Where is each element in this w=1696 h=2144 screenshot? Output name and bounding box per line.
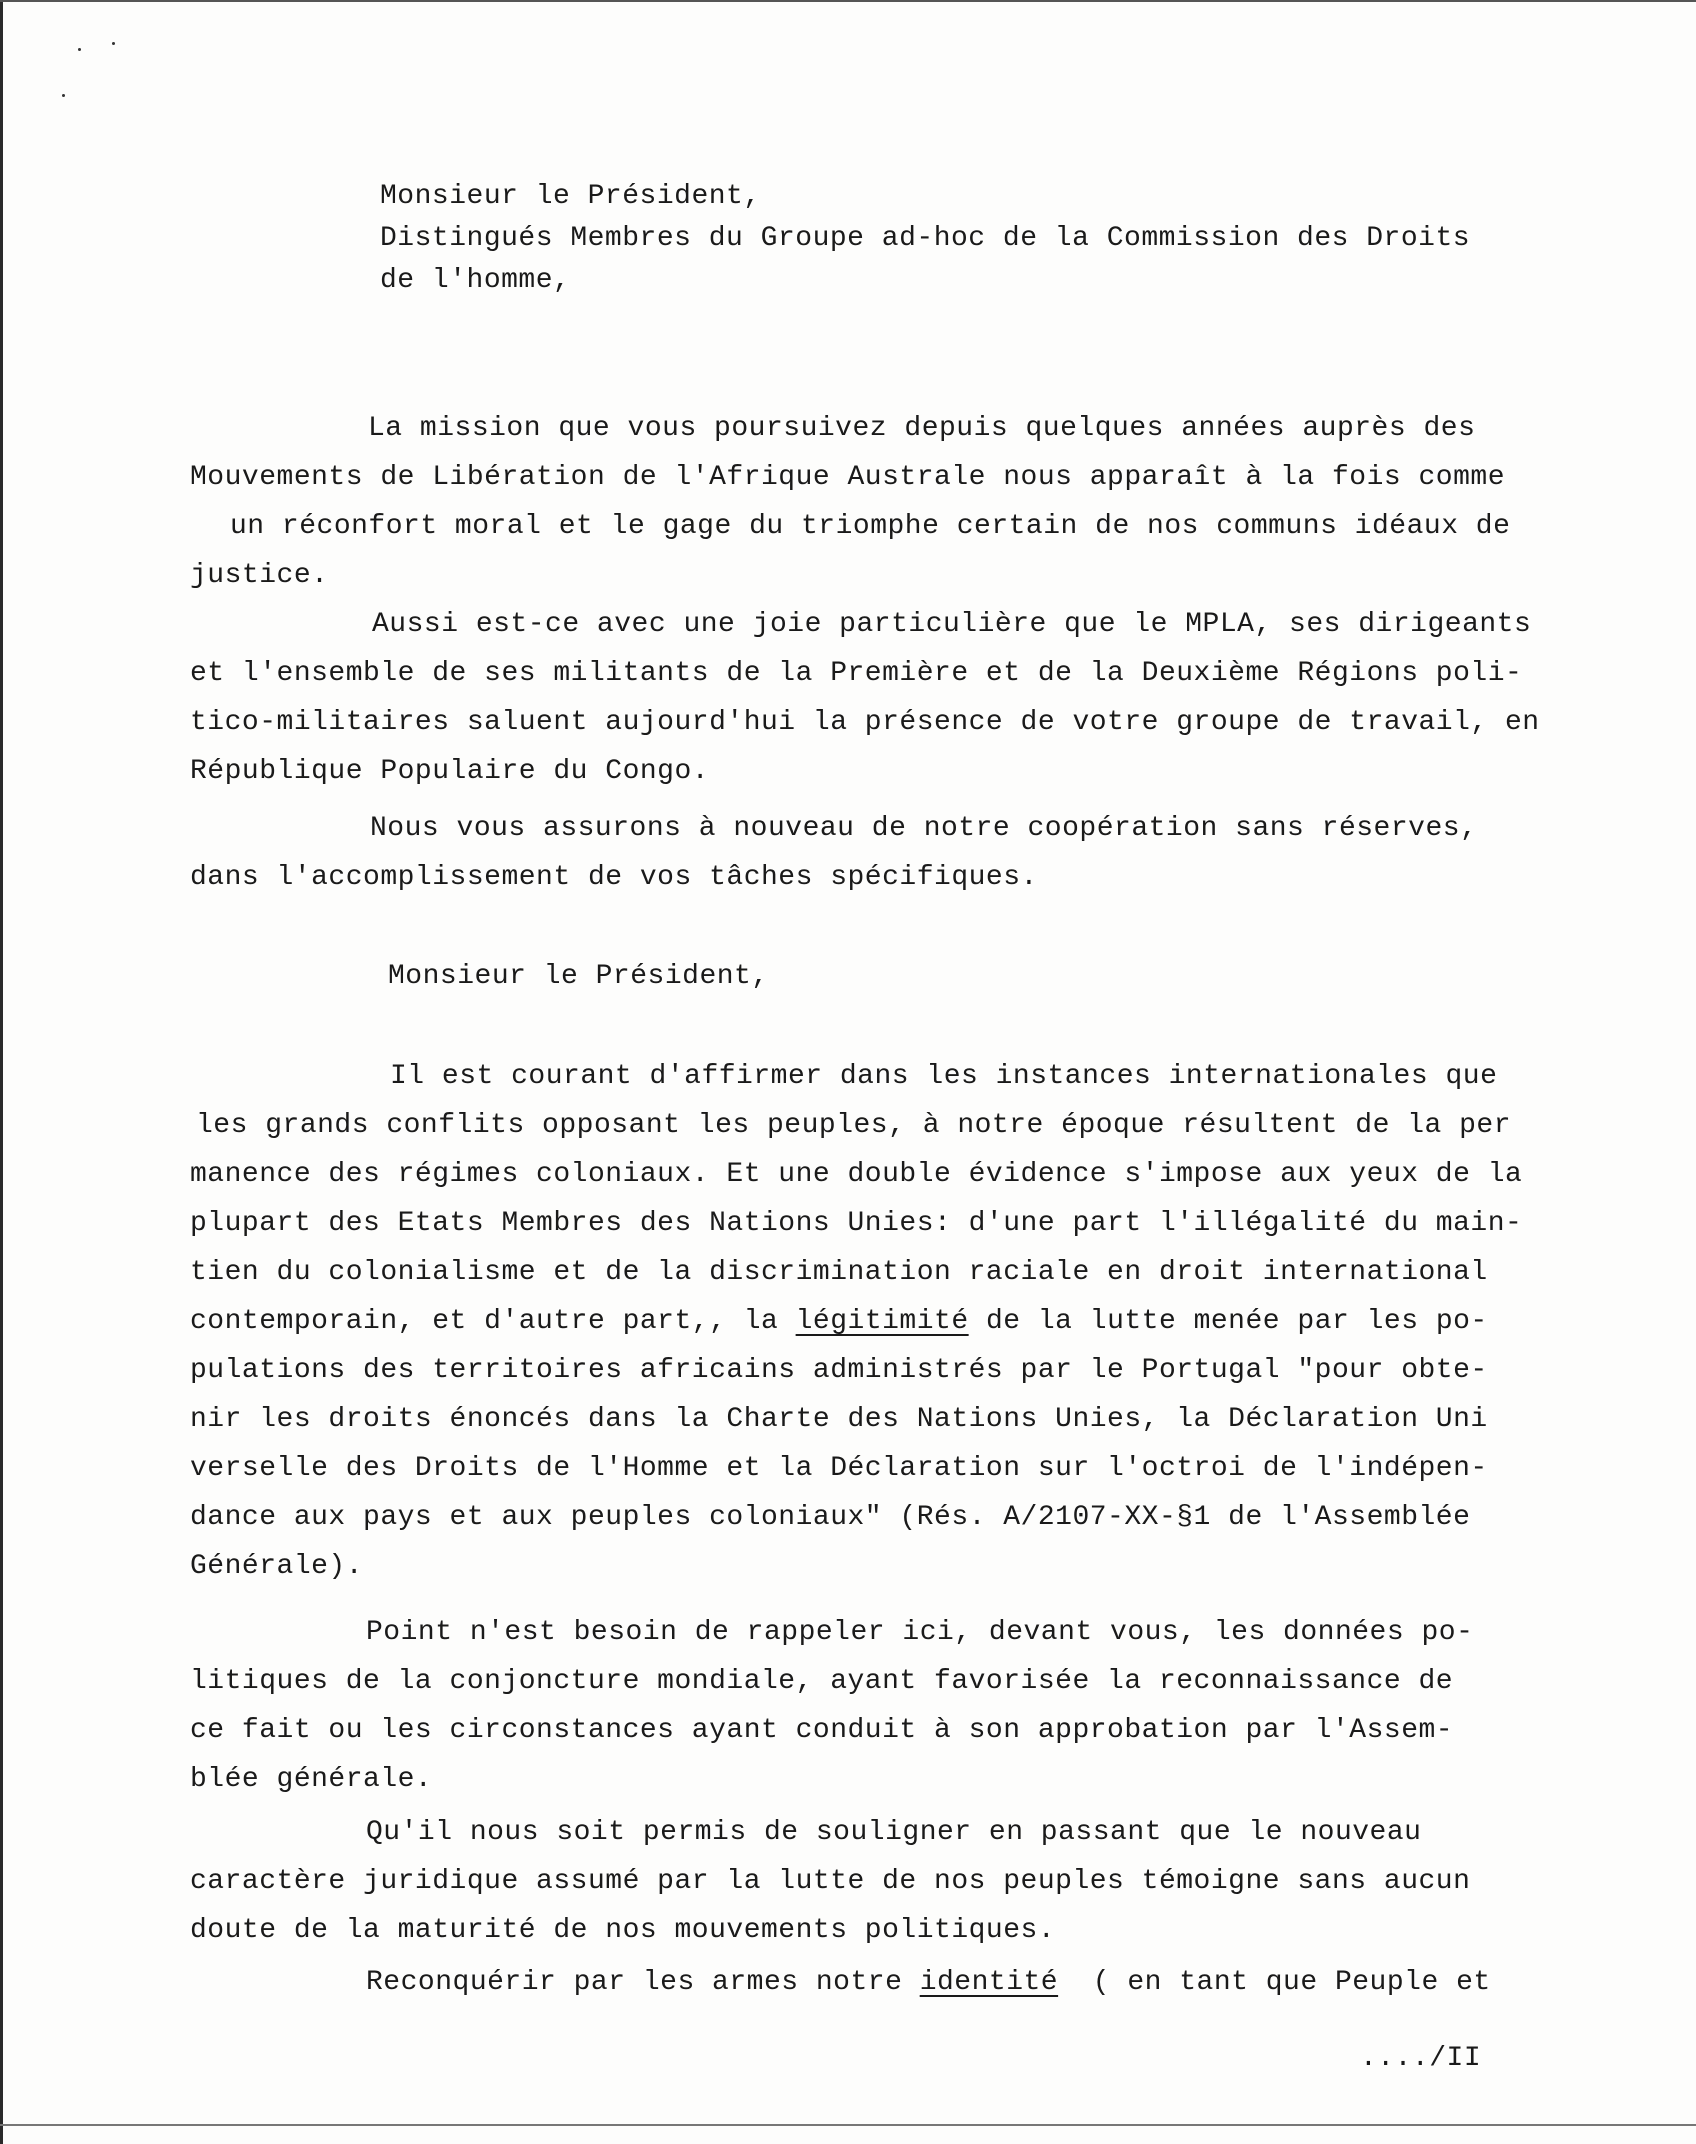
second-salutation: Monsieur le Président, — [388, 961, 769, 992]
salutation-line: Distingués Membres du Groupe ad-hoc de la Commission des Droits — [380, 223, 1471, 254]
paragraph-identity — [190, 1958, 1610, 2007]
text-line-with-underline — [190, 1297, 1610, 1346]
text-line: République Populaire du Congo. — [190, 756, 710, 787]
text-line: manence des régimes coloniaux. Et une double évidence s'impose aux yeux de la — [190, 1159, 1523, 1190]
salutation-line: Monsieur le Président, — [380, 181, 761, 212]
text-line: les grands conflits opposant les peuples, à notre époque résultent de la per — [196, 1110, 1512, 1141]
text-line: Il est courant d'affirmer dans les instances internationales que — [390, 1061, 1498, 1092]
ink-speck — [62, 94, 65, 97]
text-line: tico-militaires saluent aujourd'hui la présence de votre groupe de travail, en — [190, 707, 1540, 738]
text-line: doute de la maturité de nos mouvements politiques. — [190, 1915, 1056, 1946]
text-line: dance aux pays et aux peuples coloniaux" (Rés. A/2107-XX-§1 de l'Assemblée — [190, 1502, 1471, 1533]
salutation-line: de l'homme, — [380, 265, 571, 296]
text-line: blée générale. — [190, 1764, 433, 1795]
paragraph-juridical — [190, 1808, 1610, 1955]
text-fragment: ( en tant que Peuple et — [1058, 1967, 1491, 1998]
text-line: nir les droits énoncés dans la Charte des Nations Unies, la Déclaration Uni — [190, 1404, 1488, 1435]
text-line: ce fait ou les circonstances ayant conduit à son approbation par l'Assem- — [190, 1715, 1454, 1746]
text-line: plupart des Etats Membres des Nations Unies: d'une part l'illégalité du main- — [190, 1208, 1523, 1239]
text-line: et l'ensemble de ses militants de la Première et de la Deuxième Régions poli- — [190, 658, 1523, 689]
page-left-edge — [0, 0, 3, 2144]
text-line: pulations des territoires africains administrés par le Portugal "pour obte- — [190, 1355, 1488, 1386]
text-line: tien du colonialisme et de la discrimination raciale en droit international — [190, 1257, 1488, 1288]
text-line: Qu'il nous soit permis de souligner en passant que le nouveau — [366, 1817, 1422, 1848]
text-fragment: contemporain, et d'autre part,, la — [190, 1306, 796, 1337]
page-bottom-edge — [0, 2124, 1696, 2126]
page-continuation-marker: ..../II — [1360, 2043, 1482, 2074]
ink-speck — [112, 42, 115, 45]
text-line: Mouvements de Libération de l'Afrique Australe nous apparaît à la fois comme — [190, 462, 1506, 493]
underlined-word-identite: identité — [919, 1967, 1059, 1998]
text-line: un réconfort moral et le gage du triomphe certain de nos communs idéaux de — [230, 511, 1511, 542]
paragraph-colonialism — [190, 1052, 1610, 1591]
text-line-with-underline — [190, 1958, 1610, 2007]
page-top-edge — [0, 0, 1696, 2]
text-line: Point n'est besoin de rappeler ici, devant vous, les données po- — [366, 1617, 1474, 1648]
text-line: justice. — [190, 560, 329, 591]
text-line: Aussi est-ce avec une joie particulière que le MPLA, ses dirigeants — [372, 609, 1532, 640]
opening-salutation — [380, 176, 1540, 302]
ink-speck — [78, 48, 81, 51]
text-line: Nous vous assurons à nouveau de notre coopération sans réserves, — [370, 813, 1478, 844]
text-line: Générale). — [190, 1551, 364, 1582]
text-fragment: Reconquérir par les armes notre — [366, 1967, 920, 1998]
text-line: dans l'accomplissement de vos tâches spécifiques. — [190, 862, 1038, 893]
text-line: La mission que vous poursuivez depuis quelques années auprès des — [368, 413, 1476, 444]
text-fragment: de la lutte menée par les po- — [968, 1306, 1488, 1337]
text-line: caractère juridique assumé par la lutte de nos peuples témoigne sans aucun — [190, 1866, 1471, 1897]
paragraph-conjuncture — [190, 1608, 1610, 1804]
text-line: litiques de la conjoncture mondiale, ayant favorisée la reconnaissance de — [190, 1666, 1454, 1697]
paragraph-mission — [190, 404, 1610, 600]
underlined-word-legitimite: légitimité — [795, 1306, 969, 1337]
text-line: verselle des Droits de l'Homme et la Déclaration sur l'octroi de l'indépen- — [190, 1453, 1488, 1484]
paragraph-mpla — [190, 600, 1610, 796]
paragraph-cooperation — [190, 804, 1610, 902]
